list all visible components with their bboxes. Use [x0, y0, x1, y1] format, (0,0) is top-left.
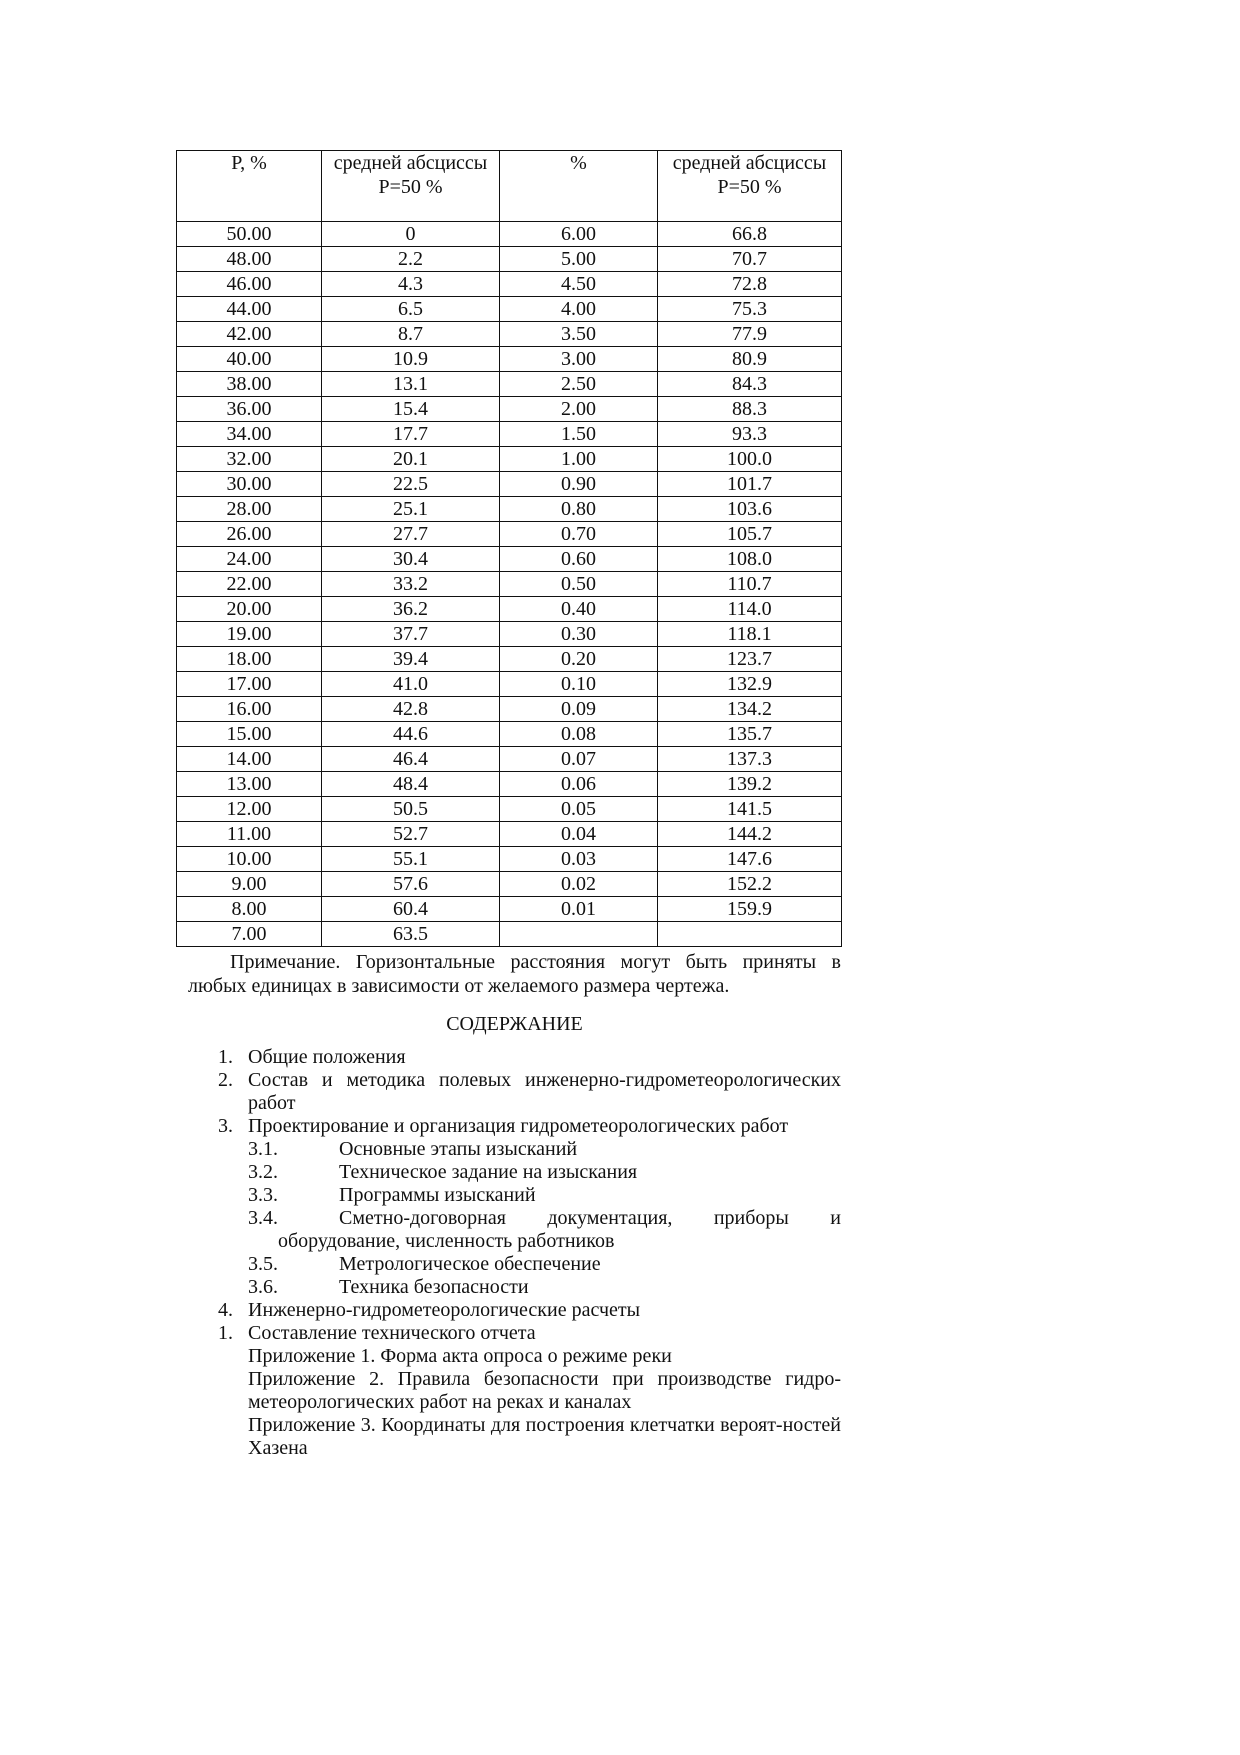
- table-cell: 0.01: [500, 897, 658, 922]
- header-mean-abscissa-2: средней абсциссы P=50 %: [658, 151, 842, 222]
- table-header-row: [177, 151, 842, 222]
- table-row: [177, 347, 842, 372]
- table-cell: 0.06: [500, 772, 658, 797]
- table-row: [177, 622, 842, 647]
- table-cell: 0.40: [500, 597, 658, 622]
- header-percent: %: [500, 151, 658, 222]
- table-cell: 1.00: [500, 447, 658, 472]
- table-row: [177, 297, 842, 322]
- table-cell: 48.4: [322, 772, 500, 797]
- table-cell: 0.20: [500, 647, 658, 672]
- table-cell: 55.1: [322, 847, 500, 872]
- toc-item-text: Общие положения: [248, 1046, 406, 1068]
- table-cell: 141.5: [658, 797, 842, 822]
- table-cell: 19.00: [177, 622, 322, 647]
- table-cell: 20.1: [322, 447, 500, 472]
- table-cell: 52.7: [322, 822, 500, 847]
- table-cell: 41.0: [322, 672, 500, 697]
- table-row: [177, 497, 842, 522]
- table-cell: 20.00: [177, 597, 322, 622]
- toc-appendix: Приложение 2. Правила безопасности при производстве гидро-метеорологических работ на реках и каналах: [248, 1368, 841, 1413]
- table-of-contents: [188, 1046, 841, 1460]
- table-cell: 4.00: [500, 297, 658, 322]
- table-cell: 135.7: [658, 722, 842, 747]
- table-cell: 6.5: [322, 297, 500, 322]
- table-row: [177, 772, 842, 797]
- table-cell: 14.00: [177, 747, 322, 772]
- table-cell: 37.7: [322, 622, 500, 647]
- table-cell: 2.50: [500, 372, 658, 397]
- toc-appendix: Приложение 3. Координаты для построения клетчатки вероят-ностей Хазена: [248, 1414, 841, 1459]
- table-row: [177, 797, 842, 822]
- table-cell: 2.2: [322, 247, 500, 272]
- table-cell: 17.00: [177, 672, 322, 697]
- table-cell: 13.1: [322, 372, 500, 397]
- table-row: [177, 647, 842, 672]
- toc-subitem: [188, 1207, 841, 1253]
- table-row: [177, 747, 842, 772]
- table-cell: 25.1: [322, 497, 500, 522]
- toc-title: СОДЕРЖАНИЕ: [446, 1013, 583, 1035]
- toc-item: [188, 1299, 841, 1322]
- table-cell: 0.09: [500, 697, 658, 722]
- table-cell: 1.50: [500, 422, 658, 447]
- toc-subitem: [188, 1253, 841, 1276]
- table-cell: 93.3: [658, 422, 842, 447]
- table-cell: 9.00: [177, 872, 322, 897]
- table-cell: 8.7: [322, 322, 500, 347]
- table-cell: 0.08: [500, 722, 658, 747]
- table-cell: 60.4: [322, 897, 500, 922]
- table-cell: 152.2: [658, 872, 842, 897]
- table-cell: 110.7: [658, 572, 842, 597]
- table-row: [177, 272, 842, 297]
- table-cell: 32.00: [177, 447, 322, 472]
- toc-item-number: 2.: [218, 1069, 233, 1091]
- table-row: [177, 897, 842, 922]
- table-cell: 4.3: [322, 272, 500, 297]
- table-row: [177, 697, 842, 722]
- toc-subitem-text: Техника безопасности: [339, 1276, 529, 1298]
- toc-item: [188, 1046, 841, 1069]
- header-p-percent: P, %: [177, 151, 322, 222]
- toc-subitem-number: 3.3.: [248, 1184, 278, 1206]
- table-cell: 0.03: [500, 847, 658, 872]
- table-cell: 15.00: [177, 722, 322, 747]
- table-cell: 6.00: [500, 222, 658, 247]
- table-cell: 36.00: [177, 397, 322, 422]
- toc-subitem: [188, 1276, 841, 1299]
- table-cell: 132.9: [658, 672, 842, 697]
- table-cell: 44.6: [322, 722, 500, 747]
- table-row: [177, 597, 842, 622]
- toc-item: [188, 1115, 841, 1138]
- toc-item-text: Состав и методика полевых инженерно-гидрометеорологических работ: [248, 1069, 841, 1114]
- table-cell: 0.07: [500, 747, 658, 772]
- table-cell: 0.04: [500, 822, 658, 847]
- toc-subitem: [188, 1161, 841, 1184]
- table-cell: 30.4: [322, 547, 500, 572]
- table-cell: 42.8: [322, 697, 500, 722]
- table-cell: 0.30: [500, 622, 658, 647]
- table-row: [177, 572, 842, 597]
- toc-item-number: 1.: [218, 1046, 233, 1068]
- toc-subitem-number: 3.1.: [248, 1138, 278, 1160]
- table-cell: 0.10: [500, 672, 658, 697]
- table-cell: 8.00: [177, 897, 322, 922]
- table-row: [177, 922, 842, 947]
- table-cell: 66.8: [658, 222, 842, 247]
- toc-item-number: 3.: [218, 1115, 233, 1137]
- table-row: [177, 672, 842, 697]
- table-cell: 147.6: [658, 847, 842, 872]
- table-cell: 0.90: [500, 472, 658, 497]
- table-row: [177, 847, 842, 872]
- table-cell: 26.00: [177, 522, 322, 547]
- table-row: [177, 722, 842, 747]
- table-cell: 36.2: [322, 597, 500, 622]
- toc-subitem: [188, 1138, 841, 1161]
- table-cell: 24.00: [177, 547, 322, 572]
- toc-subitem-number: 3.5.: [248, 1253, 278, 1275]
- table-cell: [658, 922, 842, 947]
- table-cell: 108.0: [658, 547, 842, 572]
- table-cell: [500, 922, 658, 947]
- table-cell: 72.8: [658, 272, 842, 297]
- table-cell: 16.00: [177, 697, 322, 722]
- header-mean-abscissa-1: средней абсциссы P=50 %: [322, 151, 500, 222]
- table-cell: 18.00: [177, 647, 322, 672]
- table-cell: 4.50: [500, 272, 658, 297]
- table-cell: 33.2: [322, 572, 500, 597]
- table-cell: 134.2: [658, 697, 842, 722]
- table-cell: 0.05: [500, 797, 658, 822]
- table-row: [177, 522, 842, 547]
- table-cell: 137.3: [658, 747, 842, 772]
- table-row: [177, 872, 842, 897]
- toc-item-text: Проектирование и организация гидрометеорологических работ: [248, 1115, 789, 1137]
- table-cell: 123.7: [658, 647, 842, 672]
- table-cell: 27.7: [322, 522, 500, 547]
- coordinates-table: [176, 150, 842, 947]
- toc-subitem-number: 3.4.: [248, 1207, 278, 1229]
- table-cell: 2.00: [500, 397, 658, 422]
- toc-item: [188, 1069, 841, 1115]
- table-cell: 12.00: [177, 797, 322, 822]
- table-row: [177, 822, 842, 847]
- table-cell: 17.7: [322, 422, 500, 447]
- table-cell: 15.4: [322, 397, 500, 422]
- table-row: [177, 547, 842, 572]
- table-cell: 77.9: [658, 322, 842, 347]
- toc-subitem-number: 3.6.: [248, 1276, 278, 1298]
- table-cell: 0.80: [500, 497, 658, 522]
- table-cell: 34.00: [177, 422, 322, 447]
- table-cell: 57.6: [322, 872, 500, 897]
- table-cell: 30.00: [177, 472, 322, 497]
- toc-subitem: [188, 1184, 841, 1207]
- table-cell: 63.5: [322, 922, 500, 947]
- table-cell: 22.5: [322, 472, 500, 497]
- toc-item: [188, 1322, 841, 1345]
- table-cell: 101.7: [658, 472, 842, 497]
- table-cell: 100.0: [658, 447, 842, 472]
- table-cell: 11.00: [177, 822, 322, 847]
- table-row: [177, 397, 842, 422]
- table-cell: 48.00: [177, 247, 322, 272]
- table-cell: 10.00: [177, 847, 322, 872]
- table-row: [177, 372, 842, 397]
- table-cell: 5.00: [500, 247, 658, 272]
- table-cell: 0.50: [500, 572, 658, 597]
- table-cell: 139.2: [658, 772, 842, 797]
- toc-subitem-text: Сметно-договорная документация, приборы и оборудование, численность работников: [278, 1207, 841, 1252]
- table-cell: 46.4: [322, 747, 500, 772]
- toc-subitem-number: 3.2.: [248, 1161, 278, 1183]
- table-row: [177, 247, 842, 272]
- table-cell: 3.50: [500, 322, 658, 347]
- toc-subitem-text: Техническое задание на изыскания: [339, 1161, 638, 1183]
- table-cell: 42.00: [177, 322, 322, 347]
- table-row: [177, 447, 842, 472]
- toc-item-number: 4.: [218, 1299, 233, 1321]
- table-cell: 105.7: [658, 522, 842, 547]
- table-cell: 144.2: [658, 822, 842, 847]
- table-cell: 118.1: [658, 622, 842, 647]
- table-row: [177, 222, 842, 247]
- table-cell: 50.00: [177, 222, 322, 247]
- toc-subitem-text: Основные этапы изысканий: [339, 1138, 578, 1160]
- table-cell: 75.3: [658, 297, 842, 322]
- table-row: [177, 422, 842, 447]
- table-cell: 84.3: [658, 372, 842, 397]
- table-row: [177, 472, 842, 497]
- toc-subitem-text: Программы изысканий: [339, 1184, 536, 1206]
- table-cell: 7.00: [177, 922, 322, 947]
- table-body: [177, 222, 842, 947]
- table-cell: 10.9: [322, 347, 500, 372]
- table-cell: 159.9: [658, 897, 842, 922]
- table-cell: 28.00: [177, 497, 322, 522]
- table-cell: 38.00: [177, 372, 322, 397]
- table-cell: 13.00: [177, 772, 322, 797]
- table-cell: 40.00: [177, 347, 322, 372]
- table-cell: 88.3: [658, 397, 842, 422]
- toc-item-text: Составление технического отчета: [248, 1322, 536, 1344]
- table-cell: 46.00: [177, 272, 322, 297]
- table-cell: 0.60: [500, 547, 658, 572]
- table-cell: 44.00: [177, 297, 322, 322]
- table-cell: 114.0: [658, 597, 842, 622]
- table-cell: 80.9: [658, 347, 842, 372]
- table-row: [177, 322, 842, 347]
- table-cell: 39.4: [322, 647, 500, 672]
- table-cell: 103.6: [658, 497, 842, 522]
- table-cell: 3.00: [500, 347, 658, 372]
- table-cell: 0: [322, 222, 500, 247]
- table-cell: 70.7: [658, 247, 842, 272]
- toc-item-text: Инженерно-гидрометеорологические расчеты: [248, 1299, 641, 1321]
- table-note: Примечание. Горизонтальные расстояния могут быть приняты в любых единицах в зависимости от желаемого размера чертежа.: [188, 951, 841, 997]
- table-cell: 0.02: [500, 872, 658, 897]
- toc-subitem-text: Метрологическое обеспечение: [339, 1253, 601, 1275]
- toc-item-number: 1.: [218, 1322, 233, 1344]
- table-cell: 0.70: [500, 522, 658, 547]
- toc-appendix: Приложение 1. Форма акта опроса о режиме реки: [248, 1345, 672, 1367]
- table-cell: 22.00: [177, 572, 322, 597]
- table-cell: 50.5: [322, 797, 500, 822]
